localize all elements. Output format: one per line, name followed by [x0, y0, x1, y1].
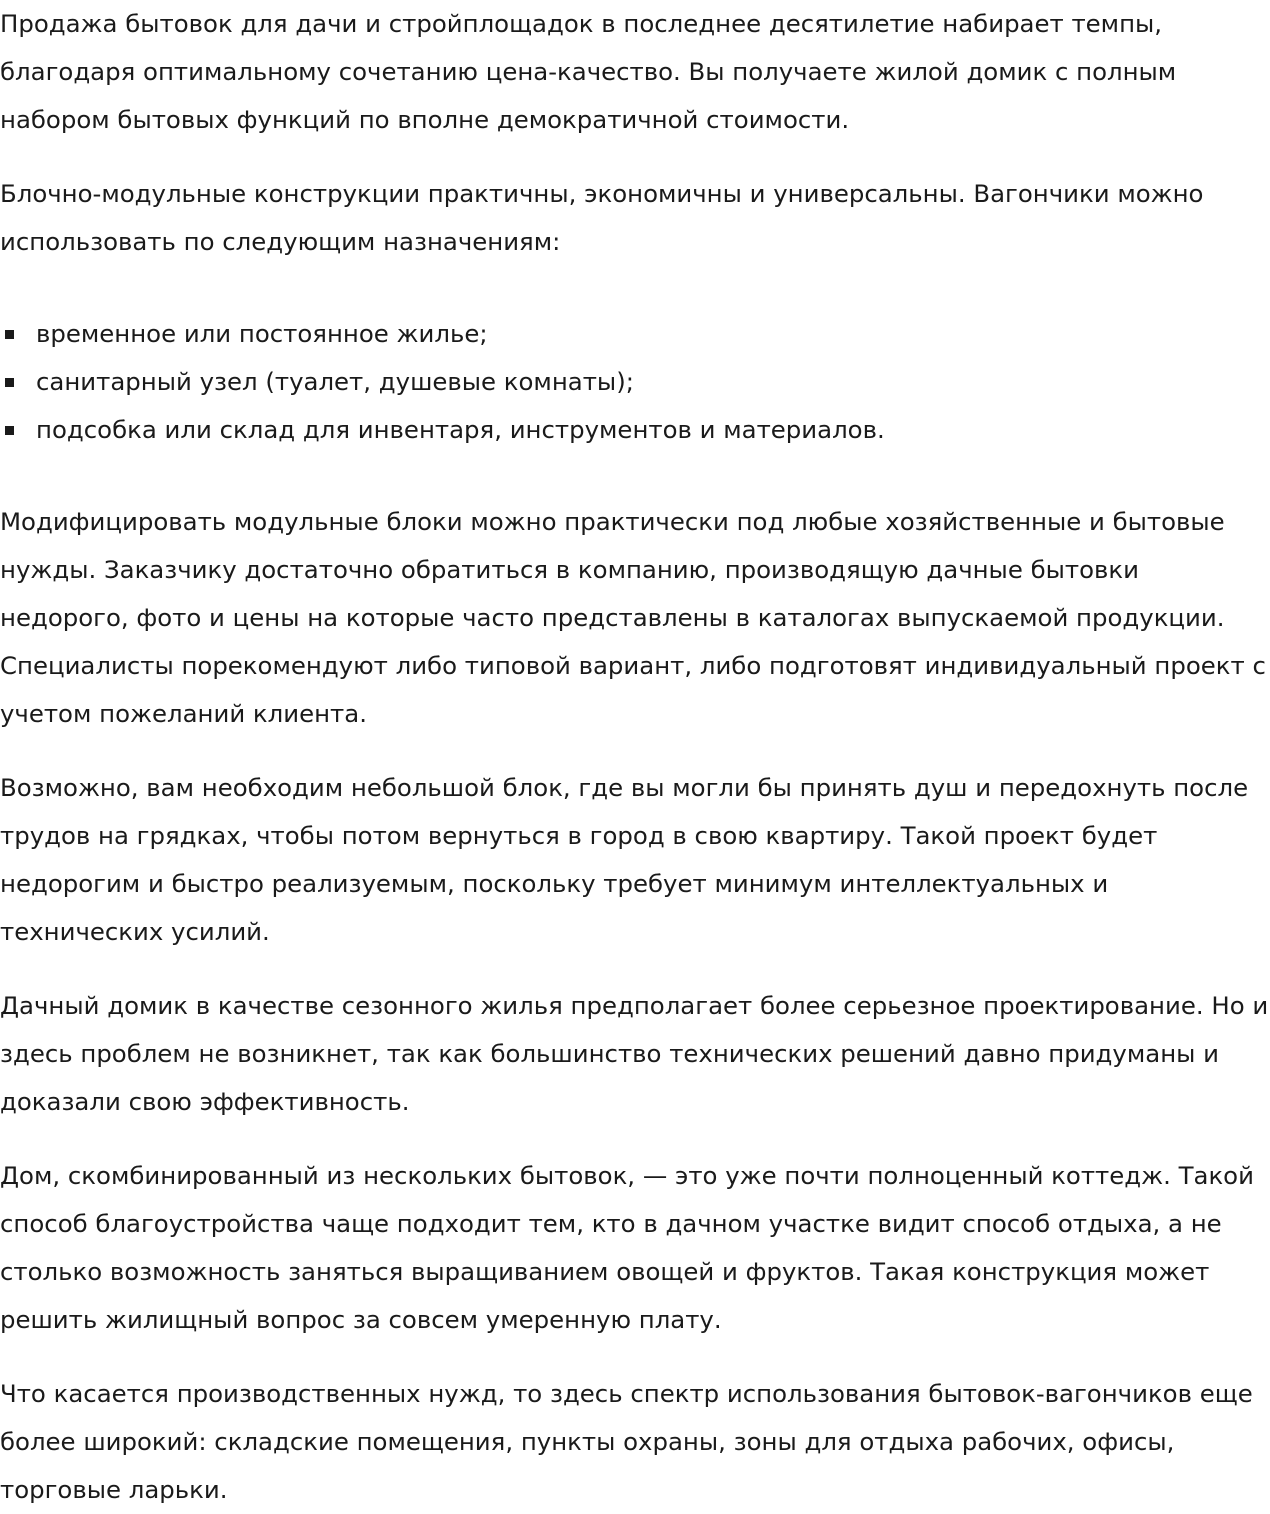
square-bullet-icon: [5, 378, 14, 387]
list-item-text: санитарный узел (туалет, душевые комнаты);: [36, 367, 634, 396]
uses-list: [0, 310, 1270, 454]
intro-paragraph: Блочно-модульные конструкции практичны, экономичны и универсальны. Вагончики можно использовать по следующим назначениям:: [0, 179, 1204, 256]
list-item: [0, 406, 1270, 454]
list-item: [0, 310, 1270, 358]
list-item-text: временное или постоянное жилье;: [36, 319, 488, 348]
list-item-text: подсобка или склад для инвентаря, инструментов и материалов.: [36, 415, 885, 444]
square-bullet-icon: [5, 330, 14, 339]
body-paragraph: Возможно, вам необходим небольшой блок, где вы могли бы принять душ и передохнуть после трудов на грядках, чтобы потом вернуться в город в свою квартиру. Такой проект будет недорогим и быстро реализуемым, поскольку требует минимум интеллектуальных и технических усилий.: [0, 773, 1249, 946]
intro-paragraph: Продажа бытовок для дачи и стройплощадок в последнее десятилетие набирает темпы, благодаря оптимальному сочетанию цена-качество. Вы получаете жилой домик с полным набором бытовых функций по вполне демократичной стоимости.: [0, 9, 1177, 134]
square-bullet-icon: [5, 426, 14, 435]
body-paragraph: Дом, скомбинированный из нескольких бытовок, — это уже почти полноценный коттедж. Такой способ благоустройства чаще подходит тем, кто в дачном участке видит способ отдыха, а не столько возможность заняться выращиванием овощей и фруктов. Такая конструкция может решить жилищный вопрос за совсем умеренную плату.: [0, 1161, 1254, 1334]
body-paragraph: Модифицировать модульные блоки можно практически под любые хозяйственные и бытовые нужды. Заказчику достаточно обратиться в компанию, производящую дачные бытовки недорого, фото и цены на которые часто представлены в каталогах выпускаемой продукции. Специалисты порекомендуют либо типовой вариант, либо подготовят индивидуальный проект с учетом пожеланий клиента.: [0, 507, 1266, 728]
body-paragraph: Что касается производственных нужд, то здесь спектр использования бытовок-вагончиков еще более широкий: складские помещения, пункты охраны, зоны для отдыха рабочих, офисы, торговые ларьки.: [0, 1379, 1253, 1504]
body-paragraph: Дачный домик в качестве сезонного жилья предполагает более серьезное проектирование. Но и здесь проблем не возникнет, так как большинство технических решений давно придуманы и доказали свою эффективность.: [0, 991, 1269, 1116]
list-item: [0, 358, 1270, 406]
